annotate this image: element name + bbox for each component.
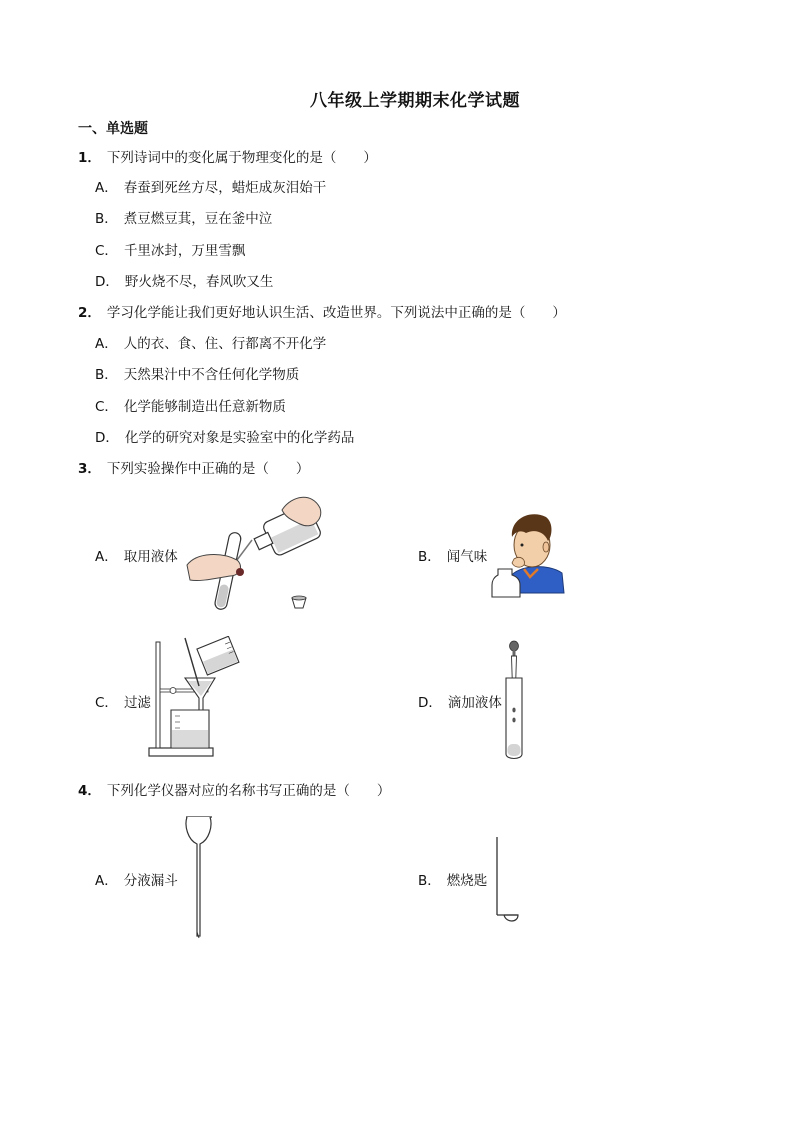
q3-option-c: C． 过滤 bbox=[95, 695, 151, 711]
funnel-figure bbox=[182, 814, 216, 940]
question-1 bbox=[78, 146, 377, 166]
section-heading: 一、单选题 bbox=[78, 121, 148, 137]
page-title: 八年级上学期期末化学试题 bbox=[310, 91, 520, 111]
question-text: 学习化学能让我们更好地认识生活、改造世界。下列说法中正确的是（ ） bbox=[106, 305, 566, 321]
pouring-liquid-figure bbox=[182, 490, 327, 620]
q4-option-b: B． 燃烧匙 bbox=[418, 873, 488, 889]
question-number: 1． bbox=[78, 150, 101, 166]
question-2 bbox=[78, 301, 566, 321]
q1-option-c: C． 千里冰封，万里雪飘 bbox=[95, 243, 246, 259]
question-number: 4． bbox=[78, 783, 101, 799]
q2-option-c: C． 化学能够制造出任意新物质 bbox=[95, 399, 286, 415]
q2-option-d: D． 化学的研究对象是实验室中的化学药品 bbox=[95, 430, 355, 446]
question-text: 下列实验操作中正确的是（ ） bbox=[106, 461, 310, 477]
q2-option-a: A． 人的衣、食、住、行都离不开化学 bbox=[95, 336, 327, 352]
q3-option-b: B． 闻气味 bbox=[418, 549, 488, 565]
question-text: 下列化学仪器对应的名称书写正确的是（ ） bbox=[106, 783, 391, 799]
q3-option-d: D． 滴加液体 bbox=[418, 695, 502, 711]
q1-option-b: B． 煮豆燃豆萁，豆在釜中泣 bbox=[95, 211, 273, 227]
combustion-spoon-figure bbox=[490, 835, 524, 925]
question-number: 3． bbox=[78, 461, 101, 477]
question-4 bbox=[78, 779, 390, 799]
question-text: 下列诗词中的变化属于物理变化的是（ ） bbox=[106, 150, 377, 166]
q1-option-d: D． 野火烧不尽，春风吹又生 bbox=[95, 274, 274, 290]
dropper-tube-figure bbox=[500, 640, 530, 764]
q4-option-a: A． 分液漏斗 bbox=[95, 873, 178, 889]
smelling-gas-figure bbox=[490, 507, 568, 599]
q1-option-a: A． 春蚕到死丝方尽，蜡炬成灰泪始干 bbox=[95, 180, 327, 196]
q2-option-b: B． 天然果汁中不含任何化学物质 bbox=[95, 367, 300, 383]
q3-option-a: A． 取用液体 bbox=[95, 549, 178, 565]
question-number: 2． bbox=[78, 305, 101, 321]
filtration-figure bbox=[145, 636, 245, 761]
question-3 bbox=[78, 457, 309, 477]
